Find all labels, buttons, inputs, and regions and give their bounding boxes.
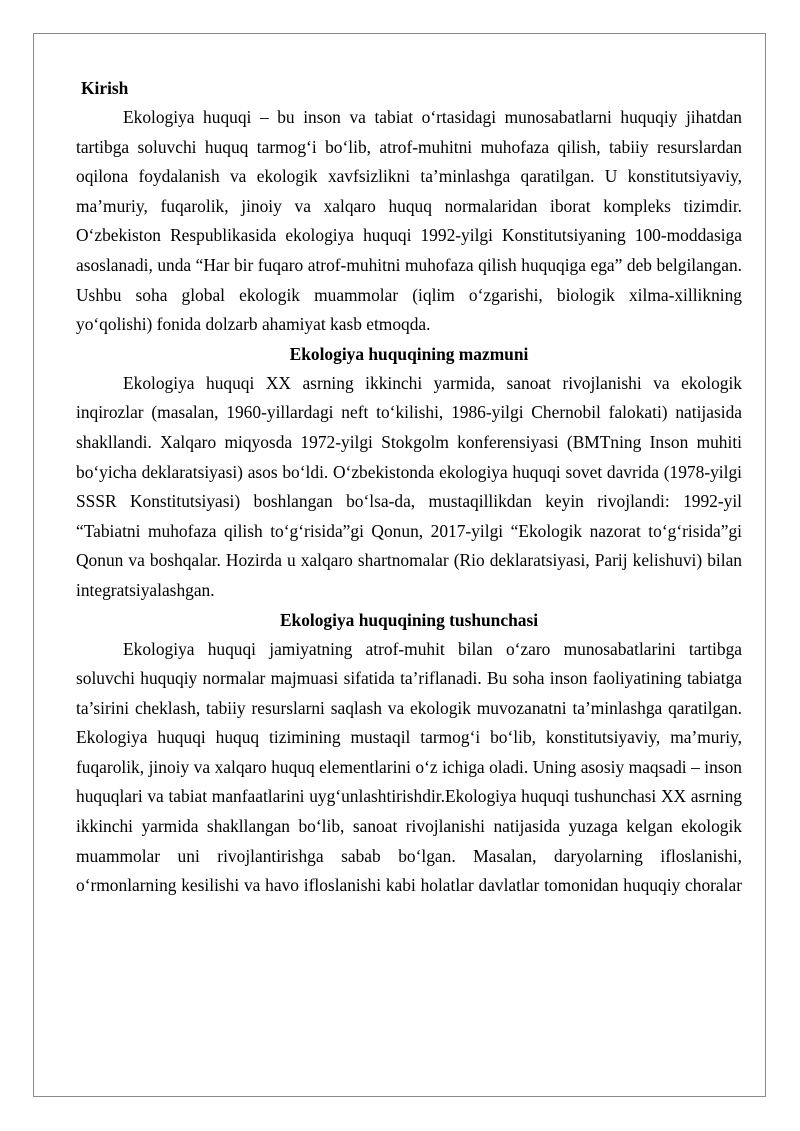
intro-paragraph: Ekologiya huquqi – bu inson va tabiat o‘rtasidagi munosabatlarni huquqiy jihatdan tartibga soluvchi huquq tarmog‘i bo‘lib, atrof-muhitni muhofaza qilish, tabiiy resurslardan oqilona foydalanish va ekologik xavfsizlikni ta’minlashga qaratilgan. U konstitutsiyaviy, ma’muriy, fuqarolik, jinoiy va xalqaro huquq normalaridan iborat kompleks tizimdir. O‘zbekiston Respublikasida ekologiya huquqi 1992-yilgi Konstitutsiyaning 100-moddasiga asoslanadi, unda “Har bir fuqaro atrof-muhitni muhofaza qilish huquqiga ega” deb belgilangan. Ushbu soha global ekologik muammolar (iqlim o‘zgarishi, biologik xilma-xillikning yo‘qolishi) fonida dolzarb ahamiyat kasb etmoqda. bbox=[76, 107, 742, 335]
document-body bbox=[76, 74, 742, 901]
section-heading-concept: Ekologiya huquqining tushunchasi bbox=[279, 609, 539, 630]
section-concept-paragraph: Ekologiya huquqi jamiyatning atrof-muhit bilan o‘zaro munosabatlarini tartibga soluvchi huquqiy normalar majmuasi sifatida ta’riflanadi. Bu soha inson faoliyatining tabiatga ta’sirini cheklash, tabiiy resurslarni saqlash va ekologik muvozanatni ta’minlashga qaratilgan. Ekologiya huquqi huquq tizimining mustaqil tarmog‘i bo‘lib, konstitutsiyaviy, ma’muriy, fuqarolik, jinoiy va xalqaro huquq elementlarini o‘z ichiga oladi. Uning asosiy maqsadi – inson huquqlari va tabiat manfaatlarini uyg‘unlashtirishdir.Ekologiya huquqi tushunchasi XX asrning ikkinchi yarmida shakllangan bo‘lib, sanoat rivojlanishi natijasida yuzaga kelgan ekologik muammolar uni rivojlantirishga sabab bo‘lgan. Masalan, daryolarning ifloslanishi, o‘rmonlarning kesilishi va havo ifloslanishi kabi holatlar davlatlar tomonidan huquqiy choralar bbox=[76, 638, 742, 896]
section-heading-content: Ekologiya huquqining mazmuni bbox=[289, 343, 529, 364]
intro-heading: Kirish bbox=[81, 78, 129, 98]
section-content-paragraph: Ekologiya huquqi XX asrning ikkinchi yarmida, sanoat rivojlanishi va ekologik inqirozlar (masalan, 1960-yillardagi neft to‘kilishi, 1986-yilgi Chernobil falokati) natijasida shakllandi. Xalqaro miqyosda 1972-yilgi Stokgolm konferensiyasi (BMTning Inson muhiti bo‘yicha deklaratsiyasi) asos bo‘ldi. O‘zbekistonda ekologiya huquqi sovet davrida (1978-yilgi SSSR Konstitutsiyasi) boshlangan bo‘lsa-da, mustaqillikdan keyin rivojlandi: 1992-yil “Tabiatni muhofaza qilish to‘g‘risida”gi Qonun, 2017-yilgi “Ekologik nazorat to‘g‘risida”gi Qonun va boshqalar. Hozirda u xalqaro shartnomalar (Rio deklaratsiyasi, Parij kelishuvi) bilan integratsiyalashgan. bbox=[76, 372, 742, 600]
